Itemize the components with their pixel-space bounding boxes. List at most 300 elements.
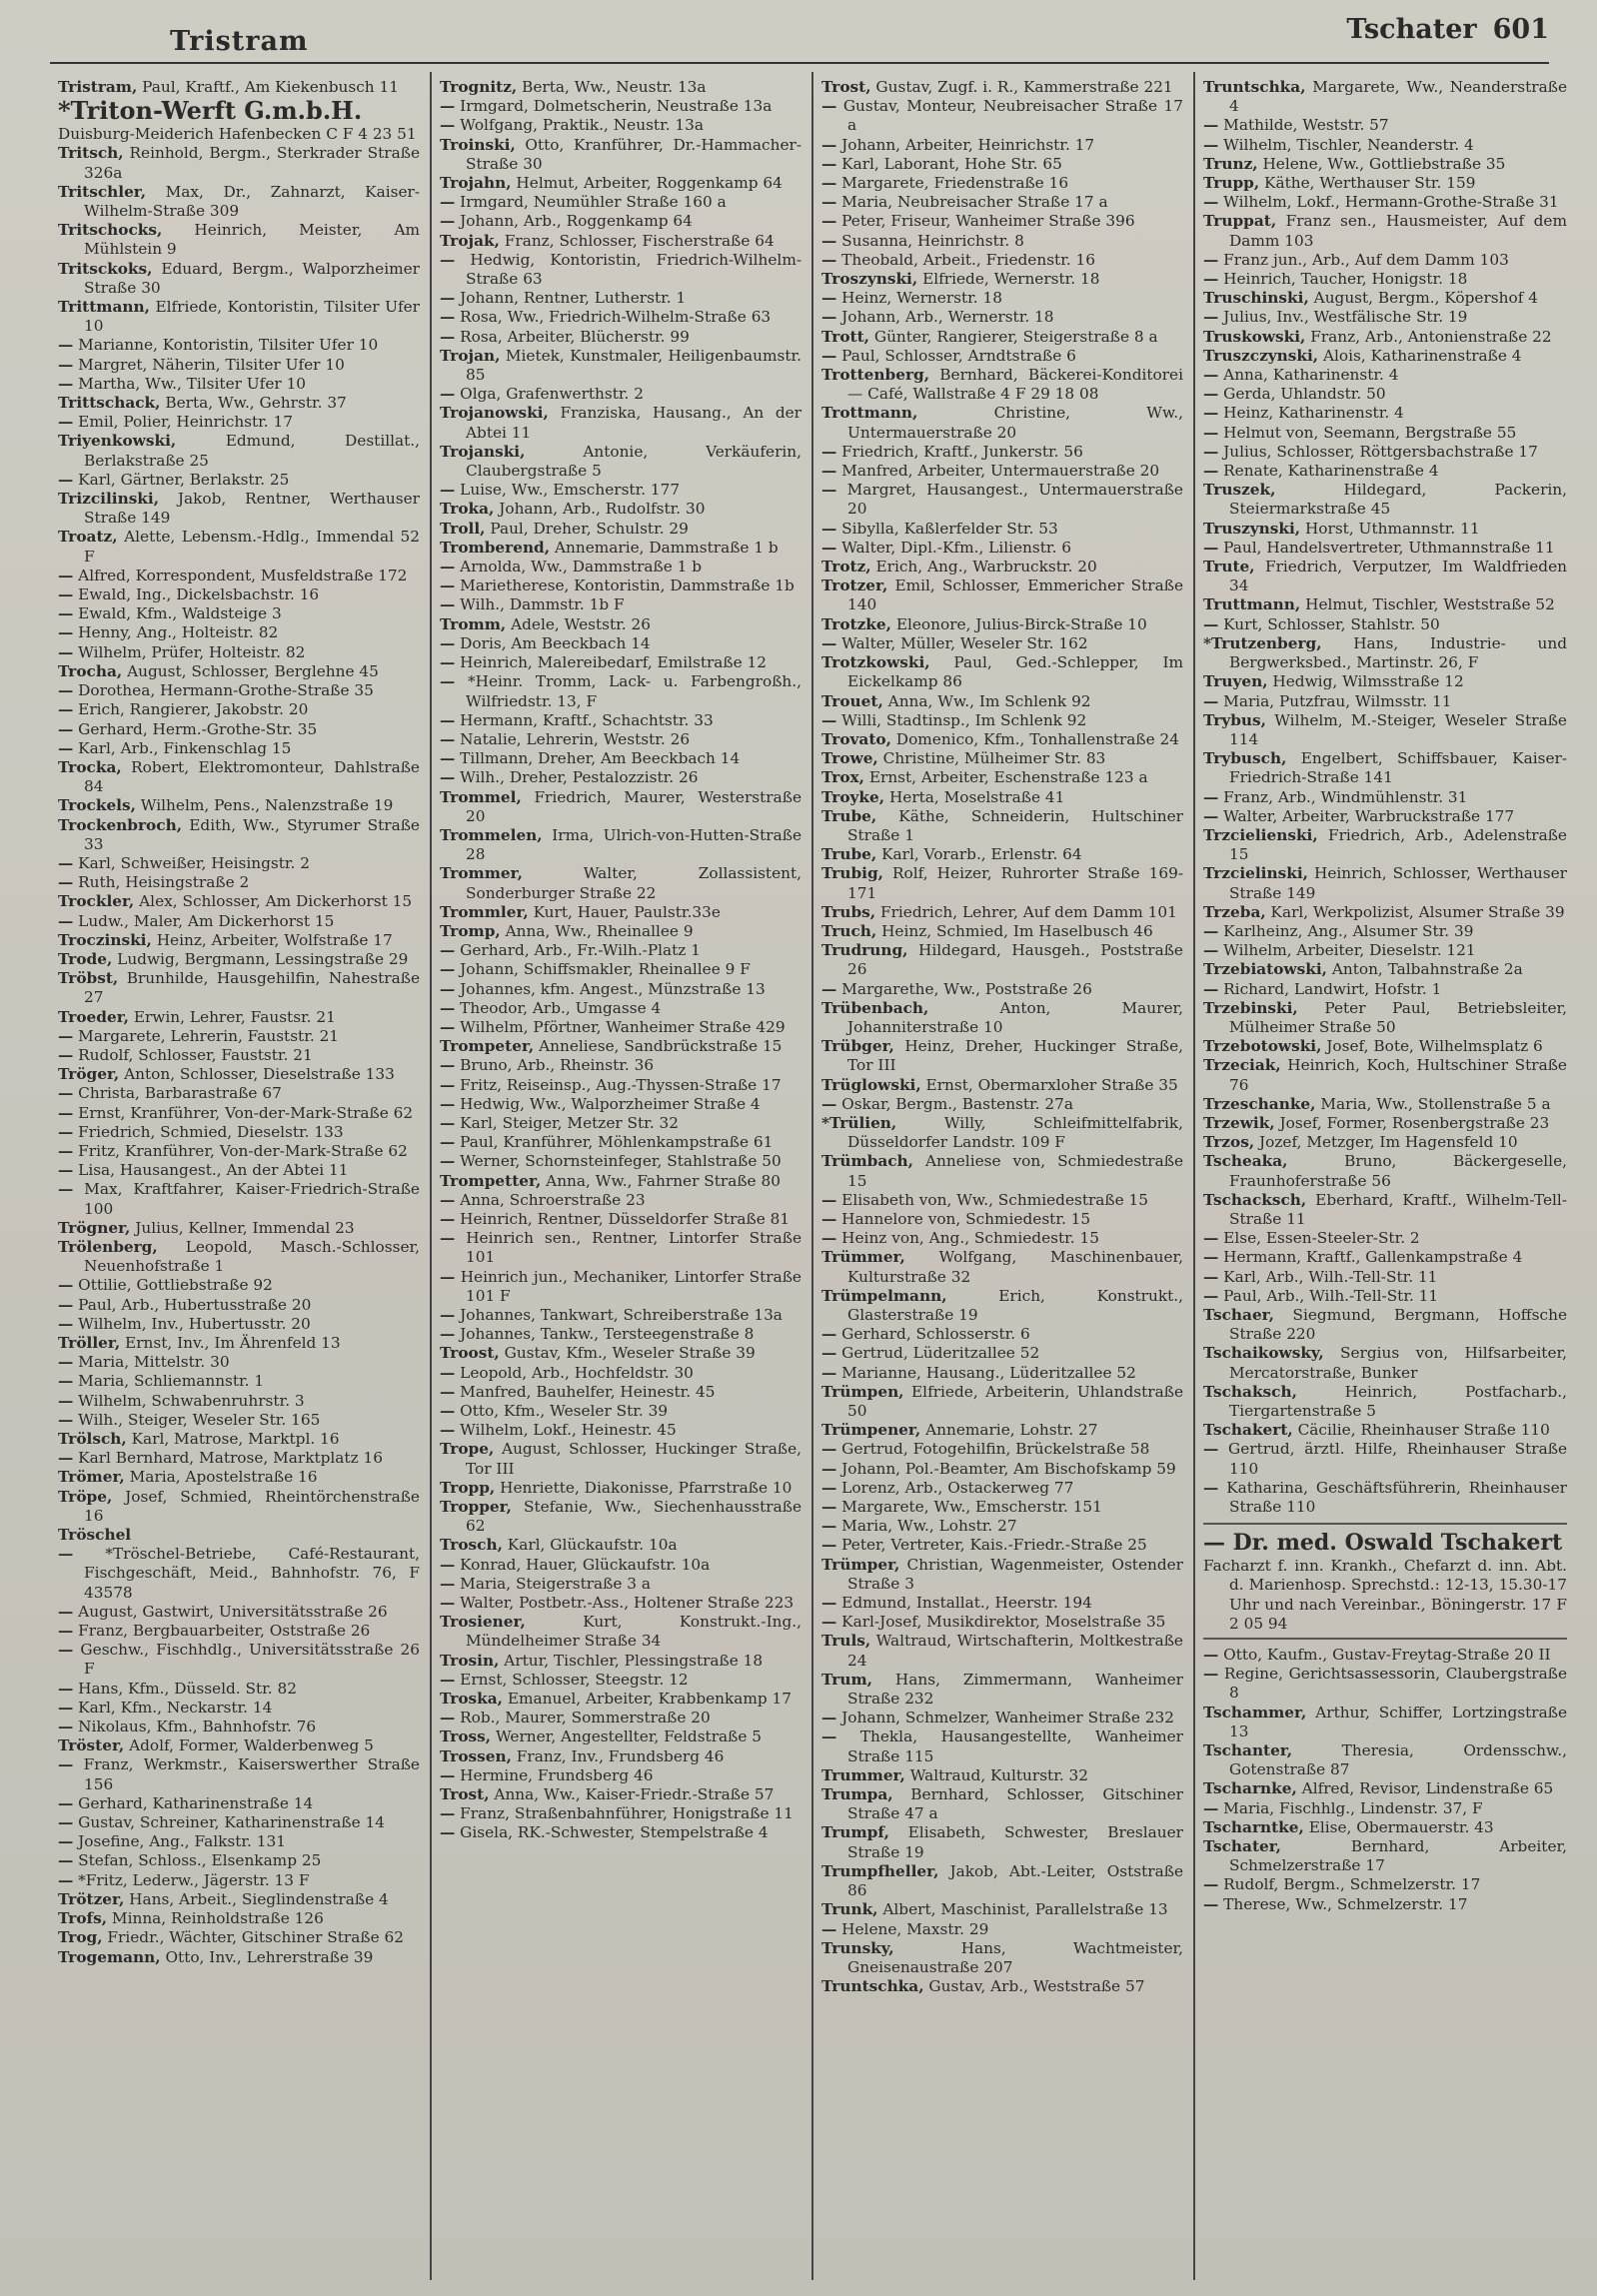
entry-details: Heinz, Dreher, Huckinger Straße, Tor III [847,1037,1183,1075]
entry-details: August, Gastwirt, Universitätsstraße 26 [73,1602,388,1621]
directory-entry [821,443,1183,462]
entry-details: Franz, Bergbauarbeiter, Oststraße 26 [73,1622,371,1641]
directory-entry [1203,289,1567,308]
entry-details: Christian, Wagenmeister, Ostender Straße 3 [847,1555,1183,1593]
directory-entry [821,1191,1183,1210]
entry-name: — [58,681,74,700]
directory-entry [1203,1114,1567,1133]
entry-name: Troeder, [58,1007,129,1026]
entry-name: Trope, [440,1440,495,1459]
entry-details: Hermann, Kraftf., Schachtstr. 33 [455,710,714,729]
entry-details: Hildegard, Packerin, Steiermarkstraße 45 [1229,481,1567,519]
directory-entry [821,1977,1183,1996]
directory-entry [821,558,1183,576]
entry-name: — [58,1851,74,1870]
directory-entry [440,1652,801,1671]
entry-name: — [58,566,74,584]
entry-details: Margarete, Friedenstraße 16 [836,174,1069,193]
directory-entry [58,1065,420,1084]
entry-name: Trojan, [440,346,501,365]
entry-name: Tromm, [440,614,507,633]
directory-entry [440,922,801,941]
entry-details: Wilhelm, Arbeiter, Dieselstr. 121 [1218,941,1476,960]
entry-details: Wilhelm, Lokf., Heinestr. 45 [455,1421,677,1440]
entry-details: Heinz, Arbeiter, Wolfstraße 17 [151,930,393,949]
entry-name: Tschacksch, [1203,1190,1307,1209]
entry-name: Troszynski, [821,270,918,289]
entry-name: Truntschka, [821,1977,924,1996]
columns [50,72,1579,2280]
entry-name: — [1203,921,1219,940]
entry-details: Ludwig, Bergmann, Lessingstraße 29 [112,949,409,968]
entry-name: Trost, [821,78,871,96]
entry-name: Tschaer, [1203,1306,1274,1324]
directory-entry [821,864,1183,902]
directory-entry [440,1056,801,1075]
entry-name: — [821,289,837,308]
entry-name: — [58,470,74,489]
entry-details: Gerhard, Katharinenstraße 14 [73,1793,314,1812]
entry-details: Wolfgang, Praktik., Neustr. 13a [455,116,705,135]
directory-entry [58,1392,420,1411]
entry-name: Trotzke, [821,614,891,633]
directory-entry [821,462,1183,481]
entry-details: Gerhard, Arb., Fr.-Wilh.-Platz 1 [455,941,701,960]
directory-entry [821,232,1183,251]
directory-entry [58,298,420,336]
entry-details: Ewald, Ing., Dickelsbachstr. 16 [73,585,320,604]
entry-name: Tritsch, [58,144,124,163]
directory-entry [1203,462,1567,481]
entry-name: Truntschka, [1203,78,1306,96]
directory-entry [821,193,1183,212]
directory-entry [440,193,801,212]
entry-details: Heinrich, Malereibedarf, Emilstraße 12 [455,653,768,672]
directory-entry [1203,385,1567,404]
entry-name: Trzewik, [1203,1113,1275,1132]
directory-entry [821,308,1183,327]
entry-name: — [440,1152,456,1171]
entry-name: Troll, [440,519,486,538]
entry-name: Tritschocks, [58,221,163,240]
directory-entry [821,174,1183,193]
directory-entry [1203,1818,1567,1837]
entry-details: Domenico, Kfm., Tonhallenstraße 24 [890,729,1180,748]
directory-entry [440,1823,801,1842]
directory-entry [1203,520,1567,539]
entry-details: Julius, Inv., Westfälische Str. 19 [1218,308,1468,327]
entry-details: Franziska, Hausang., An der Abtei 11 [466,404,801,442]
entry-details: Ernst, Arbeiter, Eschenstraße 123 a [863,768,1148,787]
directory-entry [821,634,1183,653]
entry-details: Alfred, Revisor, Lindenstraße 65 [1296,1779,1554,1798]
directory-entry [1203,174,1567,193]
directory-entry [58,528,420,566]
directory-entry [821,1152,1183,1190]
entry-details: Doris, Am Beeckbach 14 [455,633,651,652]
entry-details: Artur, Tischler, Plessingstraße 18 [499,1651,764,1670]
directory-entry [58,144,420,182]
entry-name: Truszczynski, [1203,346,1319,365]
entry-name: — [58,1391,74,1410]
entry-name: Trümbach, [821,1152,914,1171]
entry-details: Hans, Kfm., Düsseld. Str. 82 [73,1679,297,1698]
directory-entry [821,730,1183,749]
entry-details: *Tröschel-Betriebe, Café-Restaurant, Fischgeschäft, Meid., Bahnhofstr. 76, F 43578 [73,1545,420,1602]
directory-entry [1203,404,1567,423]
directory-entry [1203,1837,1567,1875]
entry-details: Franz, Werkmstr., Kaiserswerther Straße 156 [73,1755,420,1793]
directory-entry [1203,1479,1567,1517]
entry-details: Margarethe, Ww., Poststraße 26 [836,979,1092,998]
directory-entry [1203,941,1567,960]
directory-entry [440,520,801,539]
entry-name: — [58,873,74,892]
entry-details: Helene, Ww., Gottliebstraße 35 [1257,154,1506,173]
entry-name: — [440,481,456,500]
directory-entry [58,1526,420,1545]
entry-details: Wolfgang, Maschinenbauer, Kulturstraße 32 [847,1248,1183,1286]
entry-name: Troczinski, [58,930,152,949]
entry-name: Trümpelmann, [821,1286,947,1305]
entry-name: Tröster, [58,1736,125,1755]
directory-entry [58,1027,420,1046]
entry-name: — [58,585,74,604]
directory-entry [821,1939,1183,1977]
entry-details: Karl, Gärtner, Berlakstr. 25 [73,470,290,489]
entry-name: — [440,1190,456,1209]
entry-name: — [821,1727,837,1746]
directory-entry [821,1383,1183,1421]
directory-entry [440,1037,801,1056]
entry-details: Ottilie, Gottliebstraße 92 [73,1276,273,1295]
entry-name: — [1203,1440,1219,1459]
entry-details: Friedrich, Lehrer, Auf dem Damm 101 [875,902,1177,921]
entry-details: Otto, Kaufm., Gustav-Freytag-Straße 20 II [1218,1646,1551,1665]
entry-name: — [440,768,456,787]
entry-name: Trompetter, [440,1171,542,1190]
entry-name: — [58,1793,74,1812]
entry-details: Friedrich, Schmied, Dieselstr. 133 [73,1122,344,1141]
directory-entry [821,1114,1183,1152]
entry-name: Truschinski, [1203,289,1309,308]
directory-entry [821,1037,1183,1075]
entry-details: Kurt, Konstrukt.-Ing., Mündelheimer Straße 34 [466,1613,801,1651]
directory-entry [58,413,420,432]
entry-name: — [440,1075,456,1094]
entry-details: Leopold, Arb., Hochfeldstr. 30 [455,1363,694,1382]
directory-entry [821,903,1183,922]
entry-details: Ernst, Schlosser, Steegstr. 12 [455,1670,689,1689]
directory-entry [1203,1646,1567,1665]
entry-name: Tscheaka, [1203,1152,1288,1171]
entry-name: — [821,710,837,729]
entry-name: Trockels, [58,796,136,815]
entry-name: — [1203,135,1219,154]
directory-entry [440,328,801,347]
entry-name: Tritschler, [58,182,147,201]
entry-name: — [58,1295,74,1314]
entry-name: — [1203,404,1219,423]
directory-entry [821,1823,1183,1861]
entry-name: — [58,1641,74,1660]
entry-details: Fritz, Reiseinsp., Aug.-Thyssen-Straße 17 [455,1075,782,1094]
entry-details: Franz jun., Arb., Auf dem Damm 103 [1218,250,1509,269]
entry-details: Maria, Mittelstr. 30 [73,1353,230,1372]
entry-details: Katharina, Geschäftsführerin, Rheinhauser Straße 110 [1218,1478,1567,1517]
entry-name: — [58,1545,74,1564]
entry-name: Trojahn, [440,174,512,193]
entry-name: — [440,1325,456,1344]
directory-entry [440,634,801,653]
directory-entry [58,643,420,662]
entry-details: Maria, Ww., Stollenstraße 5 a [1315,1094,1551,1113]
directory-entry [1203,328,1567,347]
entry-details: Erich, Konstrukt., Glasterstraße 19 [847,1286,1183,1324]
entry-details: Lorenz, Arb., Ostackerweg 77 [836,1478,1074,1497]
directory-entry [58,1046,420,1065]
entry-details: Irma, Ulrich-von-Hutten-Straße 28 [466,825,801,864]
directory-entry [440,672,801,710]
directory-entry [440,1152,801,1171]
entry-details: Julius, Kellner, Immendal 23 [130,1218,355,1237]
directory-entry [440,1575,801,1594]
directory-entry [440,174,801,193]
entry-details: Helmut von, Seemann, Bergstraße 55 [1218,423,1517,442]
entry-name: — [58,1314,74,1333]
entry-details: Josef, Former, Rosenbergstraße 23 [1274,1113,1550,1132]
directory-entry [58,931,420,950]
entry-details: Paul, Ged.-Schlepper, Im Eickelkamp 86 [847,653,1183,691]
entry-details: Walter, Arbeiter, Warbruckstraße 177 [1218,806,1515,825]
entry-name: Tritsckoks, [58,259,153,278]
directory-entry [440,1344,801,1363]
entry-name: — [440,289,456,308]
entry-details: August, Bergm., Köpershof 4 [1308,289,1538,308]
entry-name: Tropper, [440,1498,512,1517]
entry-name: — [1203,538,1219,557]
entry-details: Wilh., Steiger, Weseler Str. 165 [73,1410,321,1429]
directory-entry [440,1172,801,1191]
directory-entry [58,1353,420,1372]
entry-details: Rosa, Arbeiter, Blücherstr. 99 [455,327,690,346]
entry-details: Karl Bernhard, Matrose, Marktplatz 16 [73,1449,383,1468]
directory-entry [440,1785,801,1804]
directory-entry [821,922,1183,941]
directory-entry [821,136,1183,155]
entry-details: Gustav, Arb., Weststraße 57 [923,1977,1145,1996]
directory-entry [58,1909,420,1928]
directory-entry [58,1296,420,1315]
directory-entry [1203,1704,1567,1741]
entry-details: Mathilde, Weststr. 57 [1218,116,1389,135]
entry-name: — [440,749,456,768]
page-number: 601 [1492,14,1549,45]
directory-entry [58,604,420,623]
entry-details: Gustav, Zugf. i. R., Kammerstraße 221 [870,78,1173,96]
directory-entry [821,539,1183,558]
column-1 [50,72,432,2280]
entry-name: — [440,576,456,595]
entry-name: Trottmann, [821,404,918,423]
entry-details: Gisela, RK.-Schwester, Stempelstraße 4 [455,1823,769,1842]
entry-name: Tröbst, [58,969,119,988]
entry-name: — [1203,941,1219,960]
entry-details: Bruno, Arb., Rheinstr. 36 [455,1056,655,1075]
directory-entry [1203,903,1567,922]
entry-details: Hermine, Frundsberg 46 [455,1765,654,1784]
entry-name: — [58,604,74,623]
entry-details: Paul, Kranführer, Möhlenkampstraße 61 [455,1133,774,1152]
entry-details: Heinz von, Ang., Schmiedestr. 15 [836,1229,1099,1248]
directory-entry [58,1468,420,1487]
directory-entry [58,78,420,97]
entry-details: Theresia, Ordensschw., Gotenstraße 87 [1229,1741,1567,1779]
entry-details: Marietherese, Kontoristin, Dammstraße 1b [455,576,795,595]
directory-entry [1203,1248,1567,1267]
entry-details: Oskar, Bergm., Bastenstr. 27a [836,1094,1073,1113]
directory-entry [821,1364,1183,1383]
directory-entry [58,700,420,719]
entry-name: Troatz, [58,528,118,547]
entry-name: — [1203,614,1219,633]
directory-entry [58,758,420,796]
directory-entry [1203,672,1567,691]
directory-entry [58,1334,420,1353]
entry-name: Truppat, [1203,212,1277,231]
directory-entry [58,1142,420,1161]
entry-name: Trölsch, [58,1430,127,1449]
entry-details: Antonie, Verkäuferin, Claubergstraße 5 [466,442,801,481]
entry-details: Edmund, Destillat., Berlakstraße 25 [84,432,420,470]
entry-name: — [58,374,74,393]
entry-name: — [440,1594,456,1613]
entry-details: Emil, Schlosser, Emmericher Straße 140 [847,576,1183,614]
entry-details: Heinz, Katharinenstr. 4 [1218,404,1404,423]
entry-name: — [58,1622,74,1641]
entry-name: — [440,941,456,960]
directory-entry [440,1076,801,1095]
entry-details: Karl, Glückaufstr. 10a [502,1536,678,1555]
directory-entry [1203,1287,1567,1306]
entry-name: — [1203,806,1219,825]
entry-name: Trode, [58,949,113,968]
entry-details: Gerhard, Schlosserstr. 6 [836,1325,1030,1344]
directory-entry [440,78,801,97]
directory-entry [821,1229,1183,1248]
entry-name: — [58,1698,74,1717]
entry-details: Gerhard, Herm.-Grothe-Str. 35 [73,719,318,738]
entry-details: Irmgard, Neumühler Straße 160 a [455,193,727,212]
directory-entry [1203,539,1567,558]
entry-name: Troska, [440,1690,503,1709]
entry-details: Otto, Kfm., Weseler Str. 39 [455,1402,669,1421]
entry-name: — [58,336,74,355]
directory-entry [58,471,420,490]
entry-details: Christine, Mülheimer Str. 83 [877,749,1106,768]
entry-details: Karl, Schweißer, Heisingstr. 2 [73,853,310,872]
header-left-title: Tristram [170,26,309,57]
entry-details: Maria, Neubreisacher Straße 17 a [836,193,1108,212]
entry-name: — [1203,1665,1219,1684]
entry-name: Tschaksch, [1203,1382,1297,1401]
directory-entry [821,653,1183,691]
directory-entry [58,1104,420,1123]
entry-name: — [821,1478,837,1497]
entry-details: Hedwig, Ww., Walporzheimer Straße 4 [455,1094,761,1113]
directory-entry [1203,347,1567,366]
directory-entry [821,1727,1183,1765]
directory-entry [440,385,801,404]
entry-details: Julius, Schlosser, Röttgersbachstraße 17 [1218,442,1538,461]
entry-details: Heinrich, Rentner, Düsseldorfer Straße 81 [455,1209,791,1228]
entry-details: Berta, Ww., Gehrstr. 37 [160,394,347,413]
directory-entry [821,289,1183,308]
entry-details: Dorothea, Hermann-Grothe-Straße 35 [73,681,374,700]
entry-name: — [58,1141,74,1160]
entry-details: Wilhelm, Pförtner, Wanheimer Straße 429 [455,1017,786,1036]
directory-entry [821,1479,1183,1498]
directory-entry [821,768,1183,787]
entry-details: Elise, Obermauerstr. 43 [1303,1817,1494,1836]
directory-entry [440,347,801,385]
entry-name: — [821,135,837,154]
entry-details: Leopold, Masch.-Schlosser, Neuenhofstraße 1 [84,1237,420,1276]
entry-details: Maria, Fischhlg., Lindenstr. 37, F [1218,1798,1483,1817]
entry-details: Helmut, Arbeiter, Roggenkamp 64 [511,174,783,193]
directory-entry [1203,711,1567,749]
entry-details: Hedwig, Wilmsstraße 12 [1267,672,1464,691]
entry-details: Alex, Schlosser, Am Dickerhorst 15 [134,892,413,911]
entry-details: Wilhelm, Lokf., Hermann-Grothe-Straße 31 [1218,193,1559,212]
page-header [50,12,1549,68]
entry-name: — [821,442,837,461]
entry-details: Walter, Postbetr.-Ass., Holtener Straße 223 [455,1594,795,1613]
entry-name: Truyen, [1203,672,1268,691]
entry-name: — [821,1613,837,1632]
directory-entry [58,950,420,969]
entry-details: Annemarie, Dammstraße 1 b [550,538,779,557]
directory-entry [440,615,801,634]
entry-details: Peter, Vertreter, Kais.-Friedr.-Straße 25 [836,1536,1147,1555]
entry-details: Bruno, Bäckergeselle, Fraunhoferstraße 56 [1229,1152,1567,1190]
entry-name: — [821,1229,837,1248]
directory-entry [440,212,801,231]
entry-details: Bernhard, Arbeiter, Schmelzerstraße 17 [1229,1837,1567,1875]
entry-details: Wilhelm, Tischler, Neanderstr. 4 [1218,135,1474,154]
directory-entry [821,481,1183,519]
entry-details: Fritz, Kranführer, Von-der-Mark-Straße 62 [73,1141,408,1160]
directory-entry [821,1536,1183,1555]
directory-entry [821,251,1183,270]
directory-entry [1203,692,1567,711]
directory-entry [58,125,420,144]
entry-details: Helene, Maxstr. 29 [836,1919,989,1938]
entry-name: — [58,1449,74,1468]
entry-details: Wilhelm, Inv., Hubertusstr. 20 [73,1314,311,1333]
entry-name: — [1203,691,1219,710]
entry-name: Trumpf, [821,1823,889,1842]
entry-name: Tromp, [440,921,501,940]
entry-name: — [821,154,837,173]
entry-details: Paul, Kraftf., Am Kiekenbusch 11 [137,78,399,96]
entry-name: Trube, [821,845,877,864]
entry-details: Jakob, Rentner, Werthauser Straße 149 [84,490,420,528]
entry-name: — [440,1709,456,1727]
directory-entry [821,1556,1183,1594]
directory-entry [440,558,801,576]
directory-entry [440,1536,801,1555]
